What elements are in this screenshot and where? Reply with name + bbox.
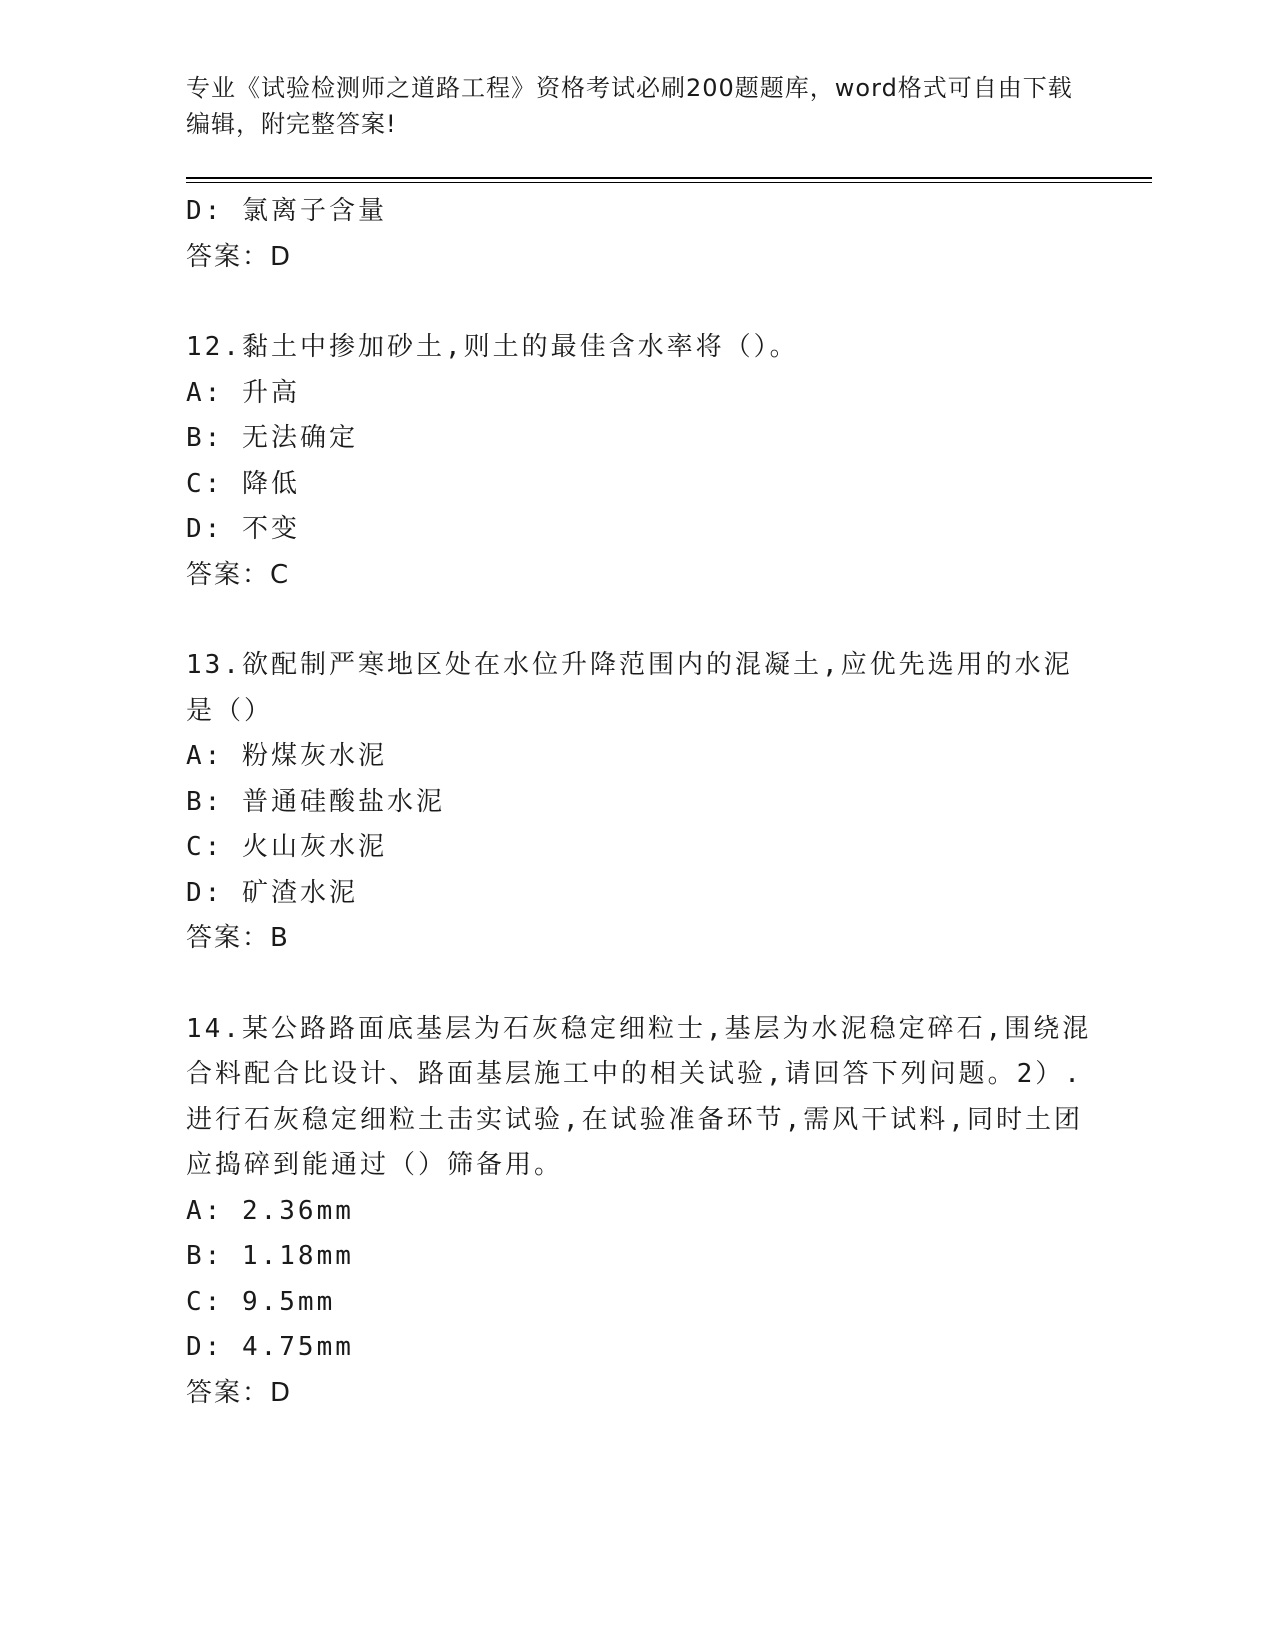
option-a: A: 升高: [186, 377, 300, 408]
option-b: B: 普通硅酸盐水泥: [186, 786, 445, 817]
question-stem: 合料配合比设计、路面基层施工中的相关试验,请回答下列问题。2）.: [186, 1059, 1083, 1089]
question-stem: 是（）: [186, 695, 274, 726]
option-d: D: 4.75mm: [186, 1332, 354, 1362]
option-c: C: 降低: [186, 468, 300, 499]
document-header: [186, 70, 1076, 142]
prev-question-answer: 答案：D: [186, 241, 293, 272]
option-d: D: 矿渣水泥: [186, 877, 358, 908]
question-answer: 答案：C: [186, 559, 291, 590]
option-b: B: 1.18mm: [186, 1241, 354, 1271]
question-stem: 12.黏土中掺加砂土,则土的最佳含水率将（）。: [186, 332, 799, 362]
question-stem: 进行石灰稳定细粒土击实试验,在试验准备环节,需风干试料,同时土团: [186, 1104, 1083, 1135]
question-block-14: [186, 1007, 1092, 1417]
question-stem: 13.欲配制严寒地区处在水位升降范围内的混凝土,应优先选用的水泥: [186, 650, 1073, 680]
option-c: C: 9.5mm: [186, 1286, 336, 1317]
prev-question-option-d: D: 氯离子含量: [186, 196, 387, 226]
question-block-12: [186, 325, 1086, 598]
option-a: A: 2.36mm: [186, 1195, 354, 1226]
question-spacer: [186, 962, 1086, 1007]
question-stem: 14.某公路路面底基层为石灰稳定细粒士,基层为水泥稳定碎石,围绕混: [186, 1013, 1092, 1044]
option-b: B: 无法确定: [186, 423, 358, 453]
header-title-line-2: 编辑，附完整答案!: [186, 110, 397, 138]
option-a: A: 粉煤灰水泥: [186, 741, 387, 771]
option-d: D: 不变: [186, 514, 300, 544]
header-divider-thick: [186, 177, 1152, 179]
option-c: C: 火山灰水泥: [186, 832, 387, 862]
question-spacer: [186, 280, 1086, 325]
question-stem: 应捣碎到能通过（）筛备用。: [186, 1150, 564, 1180]
header-title-line-1: 专业《试验检测师之道路工程》资格考试必刷200题题库，word格式可自由下载: [186, 74, 1073, 102]
question-block-13: [186, 643, 1086, 962]
question-list: [186, 189, 1092, 1416]
header-divider-thin: [186, 182, 1152, 183]
question-spacer: [186, 598, 1086, 643]
question-answer: 答案：D: [186, 1377, 293, 1408]
question-answer: 答案：B: [186, 923, 290, 953]
